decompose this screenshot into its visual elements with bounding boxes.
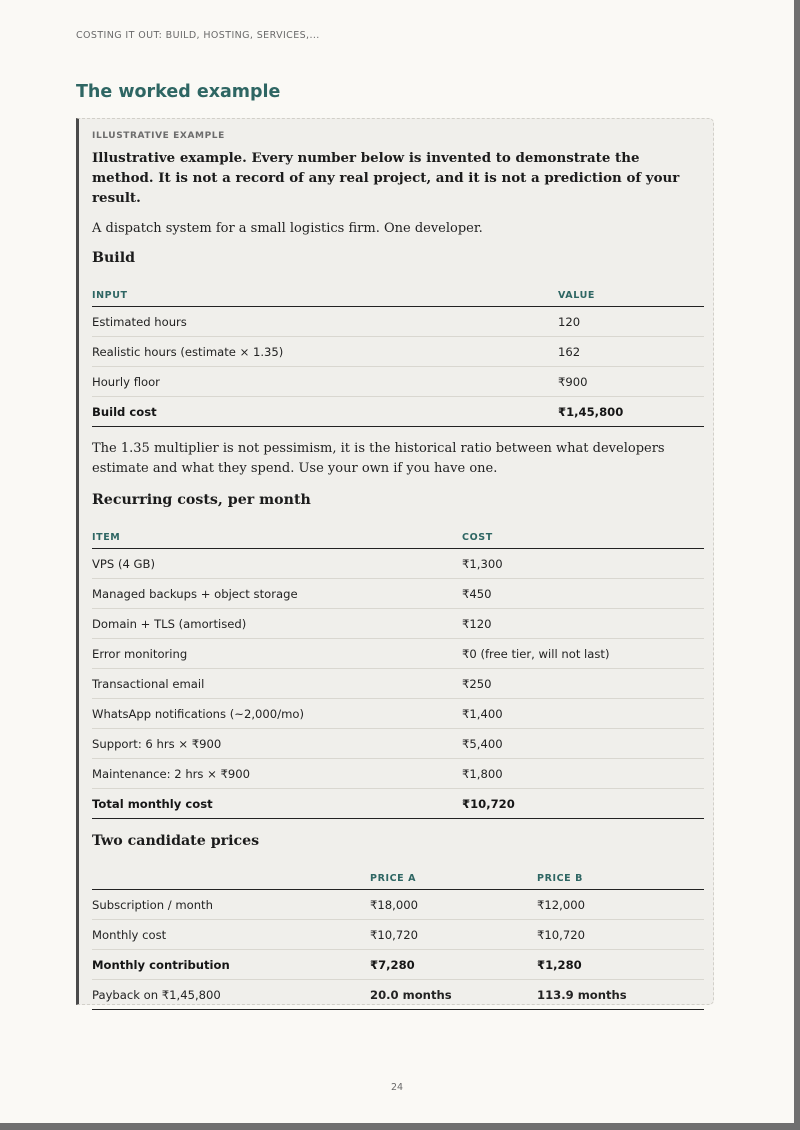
running-header: COSTING IT OUT: BUILD, HOSTING, SERVICES,... [76, 30, 320, 41]
table-row [92, 920, 704, 950]
cost-item-cell: Domain + TLS (amortised) [92, 609, 462, 639]
table-row [92, 729, 704, 759]
table-row [92, 759, 704, 789]
build-value-cell: ₹900 [558, 367, 704, 397]
table-row [92, 609, 704, 639]
pricing-label-cell: Monthly cost [92, 920, 370, 950]
cost-amount-cell: ₹1,400 [462, 699, 704, 729]
build-heading: Build [92, 250, 136, 266]
table-header-row [92, 526, 704, 549]
pricing-label-cell: Monthly contribution [92, 950, 370, 980]
table-total-row [92, 789, 704, 819]
recurring-total-label: Total monthly cost [92, 789, 462, 819]
recurring-heading: Recurring costs, per month [92, 492, 311, 508]
cost-item-cell: Managed backups + object storage [92, 579, 462, 609]
cost-item-cell: Transactional email [92, 669, 462, 699]
cost-amount-cell: ₹0 (free tier, will not last) [462, 639, 704, 669]
build-total-label: Build cost [92, 397, 558, 427]
table-row [92, 337, 704, 367]
price-b-cell: ₹12,000 [537, 890, 704, 920]
column-header-input: INPUT [92, 284, 558, 307]
table-row [92, 307, 704, 337]
table-row [92, 549, 704, 579]
column-header-price-a: PRICE A [370, 867, 537, 890]
example-disclaimer: Illustrative example. Every number below is invented to demonstrate the method. It is not a record of any real project, and it is not a prediction of your result. [92, 150, 680, 206]
build-total-value: ₹1,45,800 [558, 397, 704, 427]
candidate-prices-table [92, 867, 704, 1010]
price-a-cell: ₹18,000 [370, 890, 537, 920]
cost-amount-cell: ₹250 [462, 669, 704, 699]
page-number: 24 [390, 1082, 404, 1093]
cost-amount-cell: ₹450 [462, 579, 704, 609]
build-input-cell: Hourly floor [92, 367, 558, 397]
pricing-label-cell: Subscription / month [92, 890, 370, 920]
recurring-costs-table [92, 526, 704, 819]
table-row [92, 950, 704, 980]
pricing-heading: Two candidate prices [92, 833, 260, 849]
column-header-cost: COST [462, 526, 704, 549]
cost-item-cell: VPS (4 GB) [92, 549, 462, 579]
price-a-cell: ₹7,280 [370, 950, 537, 980]
example-intro: A dispatch system for a small logistics firm. One developer. [92, 221, 483, 236]
table-row [92, 980, 704, 1010]
cost-amount-cell: ₹1,800 [462, 759, 704, 789]
table-header-row [92, 867, 704, 890]
pricing-label-cell: Payback on ₹1,45,800 [92, 980, 370, 1010]
cost-amount-cell: ₹5,400 [462, 729, 704, 759]
build-value-cell: 120 [558, 307, 704, 337]
column-header-blank [92, 867, 370, 890]
table-row [92, 367, 704, 397]
table-header-row [92, 284, 704, 307]
section-title: The worked example [76, 82, 281, 102]
table-row [92, 579, 704, 609]
build-input-cell: Estimated hours [92, 307, 558, 337]
price-b-cell: ₹10,720 [537, 920, 704, 950]
illustrative-example-box [76, 118, 714, 1005]
price-a-cell: 20.0 months [370, 980, 537, 1010]
build-input-cell: Realistic hours (estimate × 1.35) [92, 337, 558, 367]
price-b-cell: ₹1,280 [537, 950, 704, 980]
example-label: ILLUSTRATIVE EXAMPLE [92, 131, 225, 141]
recurring-total-value: ₹10,720 [462, 789, 704, 819]
table-row [92, 639, 704, 669]
price-a-cell: ₹10,720 [370, 920, 537, 950]
cost-item-cell: Error monitoring [92, 639, 462, 669]
multiplier-note: The 1.35 multiplier is not pessimism, it is the historical ratio between what developers estimate and what they spend. Use your own if you have one. [92, 441, 665, 476]
price-b-cell: 113.9 months [537, 980, 704, 1010]
build-table [92, 284, 704, 427]
cost-amount-cell: ₹1,300 [462, 549, 704, 579]
table-row [92, 890, 704, 920]
cost-amount-cell: ₹120 [462, 609, 704, 639]
column-header-value: VALUE [558, 284, 704, 307]
table-total-row [92, 397, 704, 427]
cost-item-cell: Support: 6 hrs × ₹900 [92, 729, 462, 759]
build-value-cell: 162 [558, 337, 704, 367]
table-row [92, 669, 704, 699]
column-header-item: ITEM [92, 526, 462, 549]
cost-item-cell: WhatsApp notifications (~2,000/mo) [92, 699, 462, 729]
cost-item-cell: Maintenance: 2 hrs × ₹900 [92, 759, 462, 789]
column-header-price-b: PRICE B [537, 867, 704, 890]
table-row [92, 699, 704, 729]
